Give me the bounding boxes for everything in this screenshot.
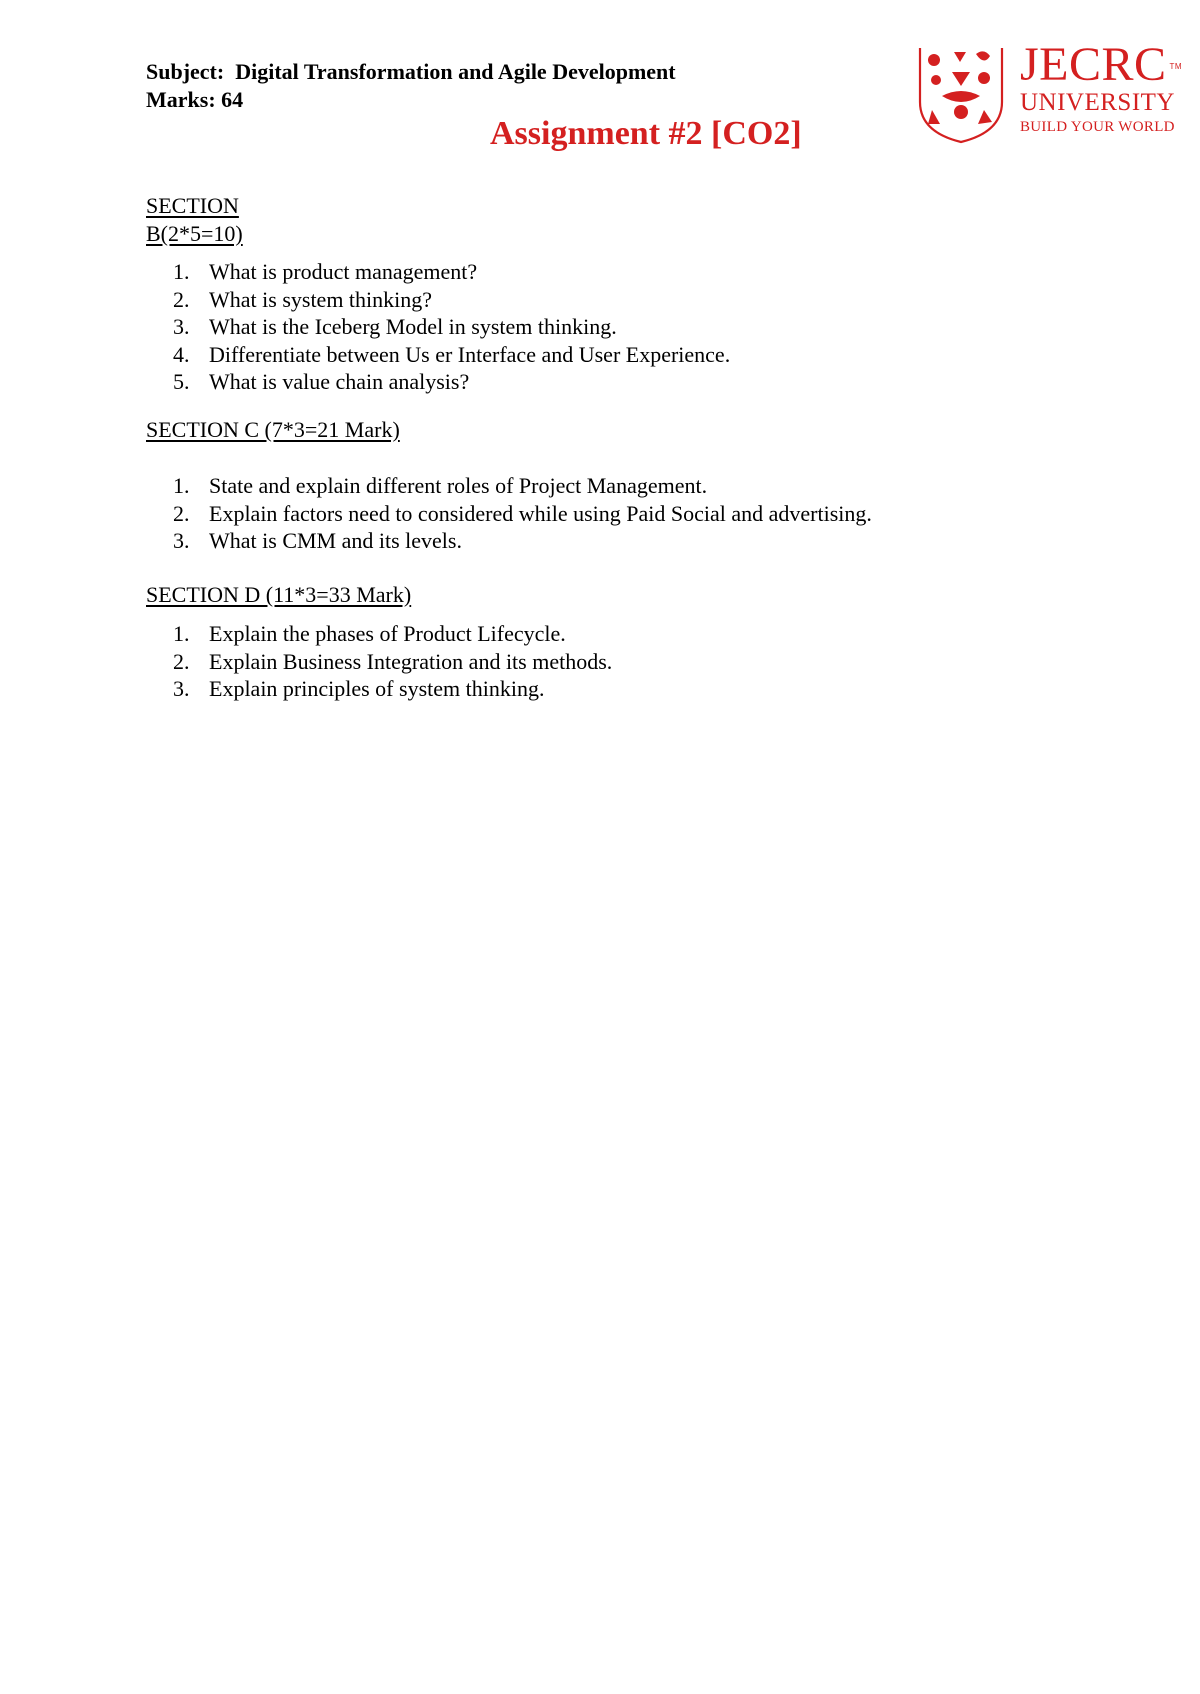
section-d-questions <box>146 620 1046 703</box>
marks-label: Marks: <box>146 87 216 112</box>
logo-name: JECRC TM <box>1020 38 1182 91</box>
list-item: 1. What is product management? <box>173 259 478 284</box>
logo-tagline: BUILD YOUR WORLD <box>1020 119 1175 135</box>
logo-brand <box>1020 40 1180 138</box>
assignment-title: Assignment #2 [CO2] <box>490 115 802 152</box>
marks-line <box>146 86 676 114</box>
university-seal-icon <box>912 40 1010 144</box>
section-d-heading: SECTION D (11*3=33 Mark) <box>146 581 412 607</box>
assignment-content <box>146 192 1046 703</box>
subject-label: Subject: <box>146 59 225 84</box>
list-item: 2. What is system thinking? <box>173 286 433 312</box>
subject-line <box>146 58 676 86</box>
logo-trademark: TM <box>1169 62 1182 71</box>
header-meta <box>146 58 676 114</box>
logo-subtitle: UNIVERSITY <box>1020 89 1175 116</box>
list-item: 5. What is value chain analysis? <box>173 369 470 394</box>
section-c-questions <box>146 472 1046 555</box>
section-b-questions <box>146 258 1046 396</box>
list-item: 3. Explain principles of system thinking. <box>173 676 545 701</box>
list-item: 2. Explain Business Integration and its methods. <box>173 648 613 674</box>
section-b-heading-line1: SECTION <box>146 193 239 218</box>
subject-value: Digital Transformation and Agile Development <box>235 59 676 84</box>
section-b-heading <box>146 192 1046 247</box>
list-item: 1. State and explain different roles of Project Management. <box>173 473 708 498</box>
list-item: 1. Explain the phases of Product Lifecycle. <box>173 621 566 646</box>
marks-value: 64 <box>221 87 244 112</box>
section-c-heading: SECTION C (7*3=21 Mark) <box>146 416 400 442</box>
section-b-heading-line2: B(2*5=10) <box>146 220 243 246</box>
list-item: 2. Explain factors need to considered while using Paid Social and advertising. <box>173 500 872 526</box>
university-logo <box>912 40 1182 144</box>
list-item: 3. What is CMM and its levels. <box>173 528 462 553</box>
list-item: 4. Differentiate between Us er Interface and User Experience. <box>173 341 731 367</box>
list-item: 3. What is the Iceberg Model in system thinking. <box>173 314 617 339</box>
